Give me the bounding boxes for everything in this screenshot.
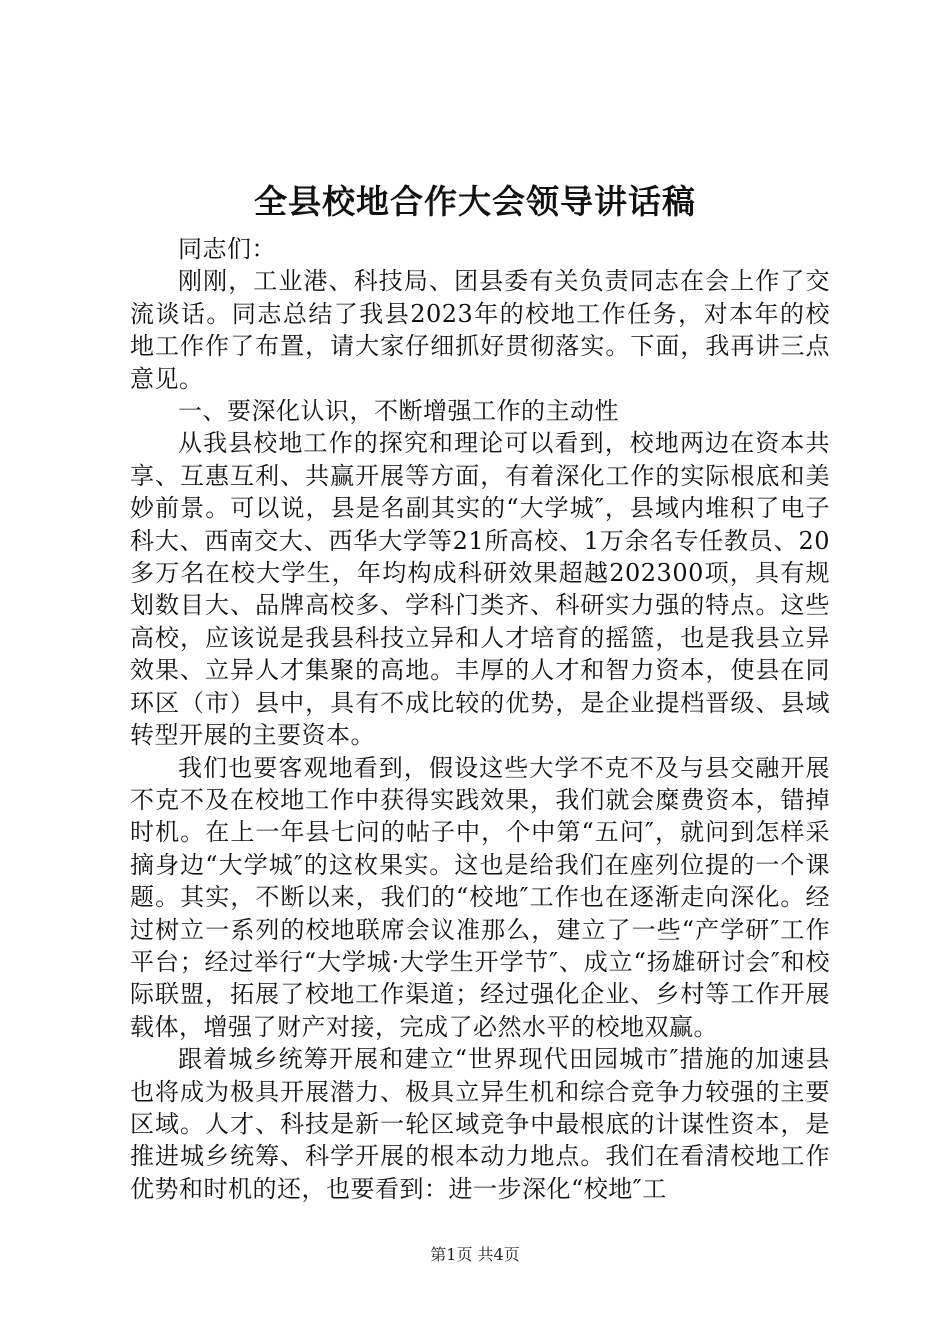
document-body: [130, 233, 830, 1205]
page-number-footer: 第1页 共4页: [430, 1245, 520, 1264]
body-paragraph: 跟着城乡统筹开展和建立“世界现代田园城市″措施的加速县也将成为极具开展潜力、极具立异生机和综合竞争力较强的主要区域。人才、科技是新一轮区域竞争中最根底的计谋性资本，是推进城乡统筹、科学开展的根本动力地点。我们在看清校地工作优势和时机的还，也要看到：进一步深化“校地″工: [130, 1045, 830, 1203]
body-paragraph: 从我县校地工作的探究和理论可以看到，校地两边在资本共享、互惠互利、共赢开展等方面，有着深化工作的实际根底和美妙前景。可以说，县是名副其实的“大学城″，县域内堆积了电子科大、西南交大、西华大学等21所高校、1万余名专任教员、20多万名在校大学生，年均构成科研效果超越202300项，具有规划数目大、品牌高校多、学科门类齐、科研实力强的特点。这些高校，应该说是我县科技立异和人才培育的摇篮，也是我县立异效果、立异人才集聚的高地。丰厚的人才和智力资本，使县在同环区（市）县中，具有不成比较的优势，是企业提档晋级、县域转型开展的主要资本。: [130, 429, 830, 750]
document-title: 全县校地合作大会领导讲话稿: [254, 182, 696, 221]
salutation-paragraph: 同志们：: [178, 235, 276, 263]
section-heading: 一、要深化认识，不断增强工作的主动性: [178, 397, 619, 426]
body-paragraph: 我们也要客观地看到，假设这些大学不克不及与县交融开展不克不及在校地工作中获得实践效果，我们就会糜费资本，错掉时机。在上一年县七问的帖子中，个中第“五问″，就问到怎样采摘身边“大学城″的这枚果实。这也是给我们在座列位提的一个课题。其实，不断以来，我们的“校地″工作也在逐渐走向深化。经过树立一系列的校地联席会议准那么，建立了一些“产学研″工作平台；经过举行“大学城·大学生开学节″、成立“扬雄研讨会″和校际联盟，拓展了校地工作渠道；经过强化企业、乡村等工作开展载体，增强了财产对接，完成了必然水平的校地双赢。: [130, 753, 830, 1041]
body-paragraph: 刚刚，工业港、科技局、团县委有关负责同志在会上作了交流谈话。同志总结了我县2023年的校地工作任务，对本年的校地工作作了布置，请大家仔细抓好贯彻落实。下面，我再讲三点意见。: [130, 267, 830, 393]
